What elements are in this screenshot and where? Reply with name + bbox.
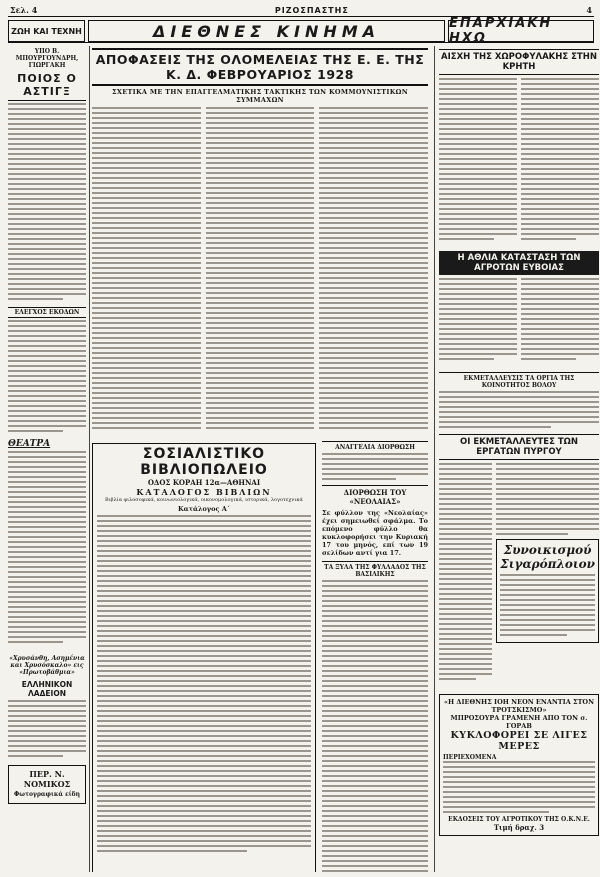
book-contents-head: ΠΕΡΙΕΧΟΜΕΝΑ	[443, 754, 497, 761]
volos-head: ΕΚΜΕΤΑΛΛΕΥΣΙΣ ΤΑ ΟΡΓΙΑ ΤΗΣ ΚΟΙΝΟΤΗΤΟΣ ΒΟΛΟΥ	[439, 372, 599, 389]
article-col-2	[206, 107, 315, 437]
pyrgos-body	[439, 463, 492, 688]
pyrgos-wrap	[439, 463, 599, 688]
announcement-body	[322, 453, 428, 481]
book-ad	[439, 694, 599, 836]
notice-head: ΕΛΕΓΧΟΣ ΕΚΟΔΩΝ	[8, 307, 86, 318]
page-number-right: 4	[586, 5, 592, 15]
columns	[8, 46, 597, 872]
section-provincial-echo: ΕΠΑΡΧΙΑΚΗ ΗΧΩ	[448, 20, 594, 42]
article-col-3	[319, 107, 428, 437]
wall-head: ΤΑ ΞΥΛΑ ΤΗΣ ΦΥΛΛΑΔΟΣ ΤΗΣ ΒΑΣΙΛΙΚΗΣ	[322, 561, 428, 578]
right-column	[434, 46, 599, 872]
ad-sub: Φωτογραφικά είδη	[14, 791, 80, 798]
crete-body	[439, 78, 599, 248]
section-intl-movement: ΔΙΕΘΝΕΣ ΚΙΝΗΜΑ	[88, 20, 445, 42]
main-subhead: ΣΧΕΤΙΚΑ ΜΕ ΤΗΝ ΕΠΑΓΓΕΛΜΑΤΙΚΗΣ ΤΑΚΤΙΚΗΣ ΤΩΝ ΚΟΜΜΟΥΝΙΣΤΙΚΩΝ ΣΥΜΜΑΧΩΝ	[112, 88, 408, 104]
masthead: ΡΙΖΟΣΠΑΣΤΗΣ	[274, 5, 349, 15]
correction-head: ΔΙΟΡΘΩΣΗ ΤΟΥ «ΝΕΟΛΑΙΑΣ»	[322, 485, 428, 506]
book-author: ΜΠΡΟΣΟΥΡΑ ΓΡΑΜΕΝΗ ΑΠΟ ΤΟΝ σ. ΓΟΡΑΒ	[450, 714, 588, 730]
farmers-head: Η ΑΘΛΙΑ ΚΑΤΑΣΤΑΣΗ ΤΩΝ ΑΓΡΟΤΩΝ ΕΥΒΟΙΑΣ	[439, 251, 599, 275]
byline: ΥΠΟ Β. ΜΠΟΥΡΓΟΥΝΔΡΗ, ΓΙΩΡΓΑΚΗ	[15, 48, 79, 69]
left-article-title: ΠΟΙΟΣ Ο ΑΣΤΙΓΞ	[8, 72, 86, 101]
book-contents	[443, 761, 595, 816]
bookshop-address: ΟΔΟΣ ΚΟΡΑΗ 12α—ΑΘΗΝΑΙ	[147, 478, 261, 487]
nomikos-ad	[8, 765, 86, 804]
left-article-body	[8, 103, 86, 303]
main-headline: ΑΠΟΦΑΣΕΙΣ ΤΗΣ ΟΛΟΜΕΛΕΙΑΣ ΤΗΣ Ε. Ε. ΤΗΣ Κ. Δ. ΦΕΒΡΟΥΑΡΙΟΣ 1928	[92, 48, 428, 86]
bookshop-catalog: ΚΑΤΑΛΟΓΟΣ ΒΙΒΛΙΩΝ	[136, 487, 272, 497]
volos-body	[439, 391, 599, 431]
middle-column	[92, 46, 428, 872]
bookshop-title: ΣΟΣΙΑΛΙΣΤΙΚΟ ΒΙΒΛΙΟΠΩΛΕΙΟ	[140, 446, 268, 478]
left-quote: «Χρυσάνθη, Ασημένια και Χρυσόσκαλο» εις «Πρωτοβάθμια»	[9, 655, 85, 676]
newspaper-page	[8, 4, 597, 872]
book-release: ΚΥΚΛΟΦΟΡΕΙ ΣΕ ΛΙΓΕΣ ΜΕΡΕΣ	[450, 730, 588, 752]
wall-body	[322, 580, 428, 872]
lower-middle	[92, 437, 428, 872]
left-column	[8, 46, 90, 872]
section-life-art: ΖΩΗ ΚΑΙ ΤΕΧΝΗ	[8, 20, 85, 42]
theatre-body	[8, 451, 86, 651]
middle-right-stack	[322, 437, 428, 872]
correction-body: Σε φύλλον της «Νεολαίας» έχει σημειωθεί σφάλμα. Το επόμενο φύλλο θα κυκλοφορήσει την Κυριακή 17 του μηνός, επί των 19 σελίδων αντί για 17.	[322, 509, 428, 557]
pyrgos-side	[496, 463, 599, 688]
olive-oil-head: ΕΛΛΗΝΙΚΟΝ ΛΑΔΕΙΟΝ	[21, 680, 73, 698]
farmers-body	[439, 278, 599, 368]
cursive-ad-title: Συνοικισμού Σιγαρόπλοιον	[500, 543, 596, 571]
olive-oil-body	[8, 700, 86, 760]
announcement-head: ΑΝΑΓΓΕΛΙΑ ΔΙΟΡΘΩΣΗ	[322, 441, 428, 451]
ad-name: ΠΕΡ. Ν. ΝΟΜΙΚΟΣ	[23, 769, 71, 789]
pyrgos-head: ΟΙ ΕΚΜΕΤΑΛΛΕΥΤΕΣ ΤΩΝ ΕΡΓΑΤΩΝ ΠΥΡΓΟΥ	[439, 434, 599, 460]
notice-body	[8, 320, 86, 435]
book-price: Τιμή δραχ. 3	[493, 823, 545, 832]
article-columns	[92, 107, 428, 437]
article-col-1	[92, 107, 201, 437]
bookshop-section: Κατάλογος Α΄	[177, 505, 231, 513]
bookshop-desc: Βιβλία φιλοσοφικά, κοινωνιολογικά, οικονομολογικά, ιστορικά, λογοτεχνικά	[105, 497, 303, 503]
book-title: «Η ΔΙΕΘΝΗΣ ΙΟΗ ΝΕΟΝ ΕΝΑΝΤΙΑ ΣΤΟΝ ΤΡΟΤΣΚΙΣΜΟ»	[443, 698, 595, 714]
page-number: Σελ. 4	[10, 5, 38, 15]
book-publisher: ΕΚΔΟΣΕΙΣ ΤΟΥ ΑΓΡΟΤΙΚΟΥ ΤΗΣ Ο.Κ.Ν.Ε.	[448, 816, 590, 823]
cursive-ad	[496, 539, 599, 643]
section-banners	[8, 16, 594, 46]
bookshop-ad	[92, 443, 316, 872]
bookshop-list	[97, 515, 311, 855]
theatre-head: ΘΕΑΤΡΑ	[8, 439, 51, 449]
crete-head: ΑΙΣΧΗ ΤΗΣ ΧΩΡΟΦΥΛΑΚΗΣ ΣΤΗΝ ΚΡΗΤΗ	[439, 49, 599, 75]
